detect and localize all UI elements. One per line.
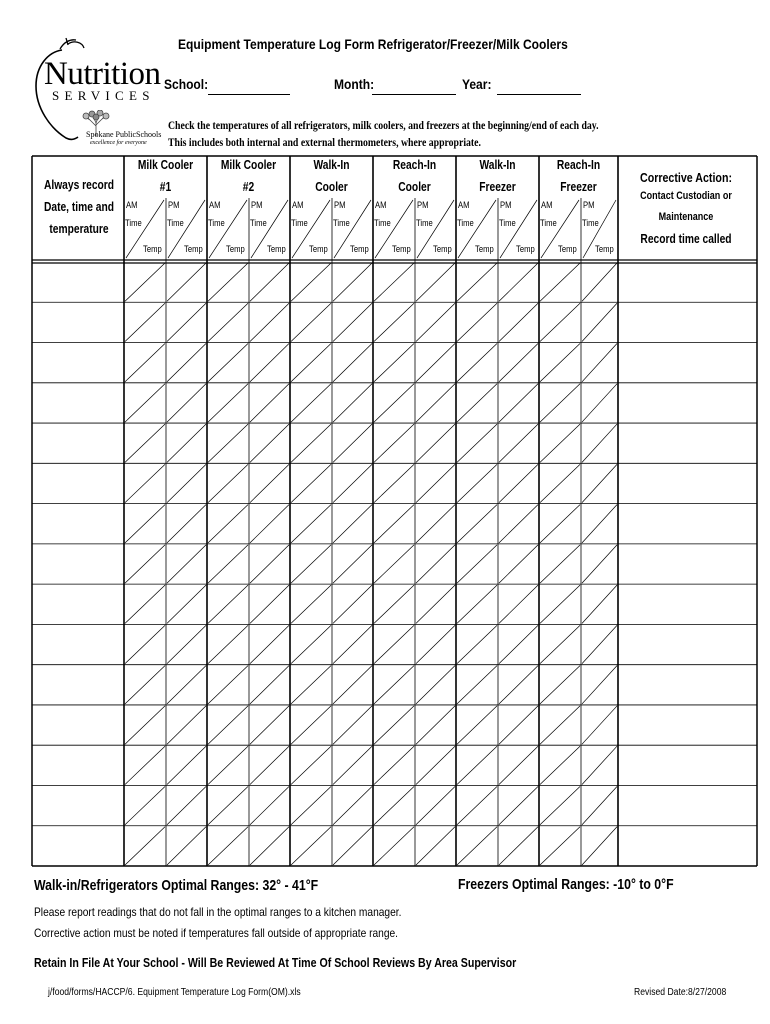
temperature-entry-cell[interactable] bbox=[332, 302, 373, 342]
temperature-entry-cell[interactable] bbox=[332, 665, 373, 705]
temperature-entry-cell[interactable] bbox=[415, 383, 456, 423]
pm-label: PM bbox=[583, 200, 595, 210]
log-row bbox=[32, 785, 757, 825]
temperature-entry-cell[interactable] bbox=[498, 745, 539, 785]
temp-label: Temp bbox=[184, 244, 203, 254]
temperature-entry-cell[interactable] bbox=[124, 745, 166, 785]
report-note: Please report readings that do not fall in the optimal ranges to a kitchen manager. bbox=[34, 905, 402, 919]
temp-label: Temp bbox=[267, 244, 286, 254]
log-row bbox=[32, 745, 757, 785]
temperature-entry-cell[interactable] bbox=[332, 544, 373, 584]
temperature-entry-cell[interactable] bbox=[498, 826, 539, 866]
logo-subtitle: SERVICES bbox=[52, 88, 155, 103]
date-time-cell[interactable] bbox=[32, 262, 124, 302]
temperature-entry-cell[interactable] bbox=[290, 705, 332, 745]
temperature-entry-cell[interactable] bbox=[415, 785, 456, 825]
temperature-entry-cell[interactable] bbox=[124, 544, 166, 584]
date-time-cell[interactable] bbox=[32, 785, 124, 825]
equipment-number-4: Cooler bbox=[398, 180, 431, 194]
temperature-entry-cell[interactable] bbox=[332, 343, 373, 383]
temperature-entry-cell[interactable] bbox=[456, 745, 498, 785]
date-time-cell[interactable] bbox=[32, 423, 124, 463]
temperature-entry-cell[interactable] bbox=[456, 463, 498, 503]
school-label: School: bbox=[164, 76, 209, 92]
temperature-entry-cell[interactable] bbox=[290, 826, 332, 866]
temperature-entry-cell[interactable] bbox=[249, 705, 290, 745]
temperature-entry-cell[interactable] bbox=[373, 262, 415, 302]
equipment-name-6: Reach-In bbox=[556, 158, 601, 172]
temperature-entry-cell[interactable] bbox=[249, 262, 290, 302]
temperature-entry-cell[interactable] bbox=[373, 423, 415, 463]
temperature-entry-cell[interactable] bbox=[207, 504, 249, 544]
corrective-action-cell[interactable] bbox=[618, 624, 757, 664]
log-row bbox=[32, 544, 757, 584]
temperature-entry-cell[interactable] bbox=[373, 383, 415, 423]
temperature-entry-cell[interactable] bbox=[332, 745, 373, 785]
temperature-entry-cell[interactable] bbox=[124, 504, 166, 544]
temperature-entry-cell[interactable] bbox=[332, 423, 373, 463]
am-label: AM bbox=[209, 200, 221, 210]
am-label: AM bbox=[126, 200, 138, 210]
temperature-entry-cell[interactable] bbox=[581, 302, 618, 342]
temperature-entry-cell[interactable] bbox=[581, 624, 618, 664]
temperature-entry-cell[interactable] bbox=[415, 262, 456, 302]
log-row bbox=[32, 423, 757, 463]
temperature-entry-cell[interactable] bbox=[290, 262, 332, 302]
temp-label: Temp bbox=[433, 244, 452, 254]
temperature-entry-cell[interactable] bbox=[456, 826, 498, 866]
time-label: Time bbox=[250, 218, 267, 228]
walkin-optimal-range: Walk-in/Refrigerators Optimal Ranges: 32° - 41°F bbox=[34, 877, 319, 894]
temperature-entry-cell[interactable] bbox=[456, 705, 498, 745]
temperature-entry-cell[interactable] bbox=[166, 624, 207, 664]
temperature-entry-cell[interactable] bbox=[249, 826, 290, 866]
corrective-action-line-2: Contact Custodian or bbox=[640, 190, 732, 202]
temperature-entry-cell[interactable] bbox=[498, 262, 539, 302]
temperature-entry-cell[interactable] bbox=[166, 302, 207, 342]
temperature-entry-cell[interactable] bbox=[290, 745, 332, 785]
time-label: Time bbox=[167, 218, 184, 228]
district-name: Spokane PublicSchools bbox=[86, 130, 162, 139]
time-label: Time bbox=[208, 218, 225, 228]
temperature-entry-cell[interactable] bbox=[332, 826, 373, 866]
temperature-entry-cell[interactable] bbox=[124, 302, 166, 342]
temperature-entry-cell[interactable] bbox=[415, 343, 456, 383]
temperature-entry-cell[interactable] bbox=[124, 705, 166, 745]
corrective-action-cell[interactable] bbox=[618, 343, 757, 383]
month-label: Month: bbox=[334, 76, 375, 92]
time-label: Time bbox=[540, 218, 557, 228]
temperature-entry-cell[interactable] bbox=[373, 544, 415, 584]
temperature-entry-cell[interactable] bbox=[166, 665, 207, 705]
temperature-entry-cell[interactable] bbox=[207, 302, 249, 342]
temperature-entry-cell[interactable] bbox=[415, 705, 456, 745]
pm-label: PM bbox=[500, 200, 512, 210]
temperature-entry-cell[interactable] bbox=[415, 302, 456, 342]
temperature-entry-cell[interactable] bbox=[124, 463, 166, 503]
am-label: AM bbox=[541, 200, 553, 210]
temperature-entry-cell[interactable] bbox=[498, 463, 539, 503]
temp-label: Temp bbox=[143, 244, 162, 254]
temperature-entry-cell[interactable] bbox=[373, 624, 415, 664]
temperature-entry-cell[interactable] bbox=[249, 423, 290, 463]
temperature-entry-cell[interactable] bbox=[166, 826, 207, 866]
temperature-entry-cell[interactable] bbox=[166, 544, 207, 584]
temperature-entry-cell[interactable] bbox=[415, 544, 456, 584]
temperature-entry-cell[interactable] bbox=[415, 624, 456, 664]
year-label: Year: bbox=[462, 76, 492, 92]
corrective-action-cell[interactable] bbox=[618, 423, 757, 463]
temperature-entry-cell[interactable] bbox=[498, 383, 539, 423]
temperature-entry-cell[interactable] bbox=[539, 624, 581, 664]
temperature-entry-cell[interactable] bbox=[166, 262, 207, 302]
temperature-entry-cell[interactable] bbox=[498, 302, 539, 342]
temperature-entry-cell[interactable] bbox=[456, 624, 498, 664]
temperature-entry-cell[interactable] bbox=[498, 584, 539, 624]
temperature-entry-cell[interactable] bbox=[290, 665, 332, 705]
temperature-entry-cell[interactable] bbox=[166, 584, 207, 624]
retain-note: Retain In File At Your School - Will Be Reviewed At Time Of School Reviews By Area Supervisor bbox=[34, 956, 517, 970]
temperature-entry-cell[interactable] bbox=[581, 544, 618, 584]
temperature-entry-cell[interactable] bbox=[415, 826, 456, 866]
corrective-action-cell[interactable] bbox=[618, 383, 757, 423]
temperature-entry-cell[interactable] bbox=[581, 423, 618, 463]
temp-label: Temp bbox=[595, 244, 614, 254]
log-row bbox=[32, 584, 757, 624]
temperature-entry-cell[interactable] bbox=[124, 624, 166, 664]
logo-wordmark: Nutrition bbox=[44, 56, 161, 92]
temperature-entry-cell[interactable] bbox=[539, 584, 581, 624]
temperature-entry-cell[interactable] bbox=[581, 745, 618, 785]
temperature-entry-cell[interactable] bbox=[581, 665, 618, 705]
pm-label: PM bbox=[251, 200, 263, 210]
equipment-number-5: Freezer bbox=[479, 180, 516, 194]
corrective-action-cell[interactable] bbox=[618, 785, 757, 825]
temperature-entry-cell[interactable] bbox=[373, 463, 415, 503]
temperature-entry-cell[interactable] bbox=[207, 423, 249, 463]
temperature-entry-cell[interactable] bbox=[166, 383, 207, 423]
temperature-entry-cell[interactable] bbox=[332, 785, 373, 825]
first-col-label-1: Always record bbox=[43, 178, 115, 192]
temperature-entry-cell[interactable] bbox=[290, 504, 332, 544]
temperature-entry-cell[interactable] bbox=[124, 383, 166, 423]
temperature-entry-cell[interactable] bbox=[539, 705, 581, 745]
temperature-entry-cell[interactable] bbox=[249, 665, 290, 705]
temperature-entry-cell[interactable] bbox=[290, 785, 332, 825]
date-time-cell[interactable] bbox=[32, 826, 124, 866]
temperature-entry-cell[interactable] bbox=[290, 584, 332, 624]
time-label: Time bbox=[499, 218, 516, 228]
date-time-cell[interactable] bbox=[32, 705, 124, 745]
pm-label: PM bbox=[334, 200, 346, 210]
log-row bbox=[32, 383, 757, 423]
first-col-label-3: temperature bbox=[49, 222, 109, 236]
freezer-optimal-range: Freezers Optimal Ranges: -10° to 0°F bbox=[458, 876, 674, 893]
temperature-entry-cell[interactable] bbox=[332, 624, 373, 664]
temperature-entry-cell[interactable] bbox=[249, 544, 290, 584]
log-row bbox=[32, 826, 757, 866]
temp-label: Temp bbox=[558, 244, 577, 254]
temperature-entry-cell[interactable] bbox=[539, 544, 581, 584]
temperature-entry-cell[interactable] bbox=[539, 463, 581, 503]
time-label: Time bbox=[374, 218, 391, 228]
corrective-action-heading: Corrective Action: bbox=[639, 170, 733, 185]
equipment-name-3: Walk-In bbox=[313, 158, 350, 172]
temperature-entry-cell[interactable] bbox=[207, 262, 249, 302]
pm-label: PM bbox=[417, 200, 429, 210]
log-row bbox=[32, 504, 757, 544]
log-row bbox=[32, 463, 757, 503]
temperature-entry-cell[interactable] bbox=[415, 423, 456, 463]
am-label: AM bbox=[375, 200, 387, 210]
log-row bbox=[32, 624, 757, 664]
log-row bbox=[32, 343, 757, 383]
corrective-action-cell[interactable] bbox=[618, 745, 757, 785]
temperature-entry-cell[interactable] bbox=[207, 705, 249, 745]
temperature-entry-cell[interactable] bbox=[581, 463, 618, 503]
temperature-entry-cell[interactable] bbox=[207, 745, 249, 785]
corrective-note: Corrective action must be noted if temperatures fall outside of appropriate range. bbox=[34, 926, 398, 940]
temperature-entry-cell[interactable] bbox=[539, 785, 581, 825]
temperature-entry-cell[interactable] bbox=[290, 383, 332, 423]
corrective-action-cell[interactable] bbox=[618, 584, 757, 624]
temperature-entry-cell[interactable] bbox=[539, 504, 581, 544]
equipment-name-2: Milk Cooler bbox=[220, 158, 277, 172]
temperature-entry-cell[interactable] bbox=[581, 705, 618, 745]
temperature-entry-cell[interactable] bbox=[581, 785, 618, 825]
temperature-entry-cell[interactable] bbox=[373, 745, 415, 785]
equipment-number-2: #2 bbox=[242, 180, 255, 194]
log-row bbox=[32, 262, 757, 302]
temperature-entry-cell[interactable] bbox=[581, 383, 618, 423]
date-time-cell[interactable] bbox=[32, 624, 124, 664]
corrective-action-cell[interactable] bbox=[618, 544, 757, 584]
temperature-entry-cell[interactable] bbox=[207, 826, 249, 866]
temp-label: Temp bbox=[226, 244, 245, 254]
corrective-action-cell[interactable] bbox=[618, 705, 757, 745]
temperature-entry-cell[interactable] bbox=[581, 262, 618, 302]
temperature-entry-cell[interactable] bbox=[373, 785, 415, 825]
temperature-entry-cell[interactable] bbox=[207, 584, 249, 624]
temperature-entry-cell[interactable] bbox=[456, 665, 498, 705]
temperature-entry-cell[interactable] bbox=[166, 463, 207, 503]
temperature-entry-cell[interactable] bbox=[373, 705, 415, 745]
date-time-cell[interactable] bbox=[32, 584, 124, 624]
temperature-entry-cell[interactable] bbox=[456, 383, 498, 423]
temperature-entry-cell[interactable] bbox=[124, 423, 166, 463]
temperature-entry-cell[interactable] bbox=[373, 302, 415, 342]
time-label: Time bbox=[416, 218, 433, 228]
temperature-entry-cell[interactable] bbox=[539, 262, 581, 302]
temperature-entry-cell[interactable] bbox=[415, 745, 456, 785]
temp-label: Temp bbox=[392, 244, 411, 254]
date-time-cell[interactable] bbox=[32, 383, 124, 423]
log-row bbox=[32, 665, 757, 705]
temperature-entry-cell[interactable] bbox=[207, 463, 249, 503]
temperature-entry-cell[interactable] bbox=[124, 826, 166, 866]
temperature-entry-cell[interactable] bbox=[539, 665, 581, 705]
temperature-entry-cell[interactable] bbox=[415, 584, 456, 624]
temperature-entry-cell[interactable] bbox=[581, 826, 618, 866]
temperature-entry-cell[interactable] bbox=[290, 624, 332, 664]
temperature-entry-cell[interactable] bbox=[124, 343, 166, 383]
first-col-label-2: Date, time and bbox=[43, 200, 115, 214]
temperature-entry-cell[interactable] bbox=[456, 785, 498, 825]
temperature-entry-cell[interactable] bbox=[332, 584, 373, 624]
corrective-action-cell[interactable] bbox=[618, 302, 757, 342]
temperature-entry-cell[interactable] bbox=[290, 463, 332, 503]
temperature-entry-cell[interactable] bbox=[498, 705, 539, 745]
am-label: AM bbox=[292, 200, 304, 210]
time-label: Time bbox=[457, 218, 474, 228]
temperature-entry-cell[interactable] bbox=[166, 504, 207, 544]
am-label: AM bbox=[458, 200, 470, 210]
temperature-entry-cell[interactable] bbox=[456, 584, 498, 624]
temperature-entry-cell[interactable] bbox=[166, 785, 207, 825]
temperature-entry-cell[interactable] bbox=[207, 544, 249, 584]
temperature-entry-cell[interactable] bbox=[332, 463, 373, 503]
log-row bbox=[32, 302, 757, 342]
temperature-entry-cell[interactable] bbox=[124, 665, 166, 705]
temperature-entry-cell[interactable] bbox=[249, 624, 290, 664]
corrective-action-cell[interactable] bbox=[618, 665, 757, 705]
corrective-action-cell[interactable] bbox=[618, 463, 757, 503]
instructions-line-1: Check the temperatures of all refrigerators, milk coolers, and freezers at the beginning/end of each day. bbox=[168, 120, 599, 132]
temperature-entry-cell[interactable] bbox=[166, 745, 207, 785]
temperature-entry-cell[interactable] bbox=[539, 826, 581, 866]
temperature-entry-cell[interactable] bbox=[249, 302, 290, 342]
temperature-entry-cell[interactable] bbox=[249, 745, 290, 785]
temp-label: Temp bbox=[309, 244, 328, 254]
corrective-action-cell[interactable] bbox=[618, 826, 757, 866]
time-label: Time bbox=[291, 218, 308, 228]
equipment-name-4: Reach-In bbox=[392, 158, 437, 172]
temperature-entry-cell[interactable] bbox=[539, 302, 581, 342]
temperature-entry-cell[interactable] bbox=[456, 423, 498, 463]
temperature-entry-cell[interactable] bbox=[456, 504, 498, 544]
temperature-entry-cell[interactable] bbox=[498, 343, 539, 383]
temperature-entry-cell[interactable] bbox=[290, 544, 332, 584]
temperature-entry-cell[interactable] bbox=[332, 504, 373, 544]
date-time-cell[interactable] bbox=[32, 343, 124, 383]
temperature-entry-cell[interactable] bbox=[166, 343, 207, 383]
date-time-cell[interactable] bbox=[32, 665, 124, 705]
temperature-entry-cell[interactable] bbox=[290, 343, 332, 383]
corrective-action-line-4: Record time called bbox=[640, 232, 732, 246]
temperature-entry-cell[interactable] bbox=[249, 785, 290, 825]
time-label: Time bbox=[333, 218, 350, 228]
date-time-cell[interactable] bbox=[32, 504, 124, 544]
temperature-entry-cell[interactable] bbox=[539, 745, 581, 785]
equipment-name-1: Milk Cooler bbox=[137, 158, 194, 172]
temperature-entry-cell[interactable] bbox=[290, 423, 332, 463]
pm-label: PM bbox=[168, 200, 180, 210]
temperature-entry-cell[interactable] bbox=[539, 383, 581, 423]
date-time-cell[interactable] bbox=[32, 302, 124, 342]
temperature-entry-cell[interactable] bbox=[249, 463, 290, 503]
corrective-action-cell[interactable] bbox=[618, 504, 757, 544]
temperature-entry-cell[interactable] bbox=[498, 624, 539, 664]
file-path: j/food/forms/HACCP/6. Equipment Temperature Log Form(OM).xls bbox=[48, 987, 301, 998]
temperature-entry-cell[interactable] bbox=[539, 343, 581, 383]
temperature-entry-cell[interactable] bbox=[581, 343, 618, 383]
log-row bbox=[32, 705, 757, 745]
temperature-entry-cell[interactable] bbox=[166, 423, 207, 463]
equipment-name-5: Walk-In bbox=[479, 158, 516, 172]
date-time-cell[interactable] bbox=[32, 544, 124, 584]
temperature-entry-cell[interactable] bbox=[249, 383, 290, 423]
corrective-action-line-3: Maintenance bbox=[658, 211, 714, 223]
temperature-entry-cell[interactable] bbox=[373, 826, 415, 866]
temperature-entry-cell[interactable] bbox=[415, 504, 456, 544]
revised-date: Revised Date:8/27/2008 bbox=[634, 987, 727, 998]
temp-label: Temp bbox=[475, 244, 494, 254]
corrective-action-cell[interactable] bbox=[618, 262, 757, 302]
temperature-entry-cell[interactable] bbox=[498, 665, 539, 705]
temperature-entry-cell[interactable] bbox=[207, 785, 249, 825]
temperature-entry-cell[interactable] bbox=[207, 624, 249, 664]
form-title: Equipment Temperature Log Form Refrigerator/Freezer/Milk Coolers bbox=[178, 36, 568, 52]
time-label: Time bbox=[125, 218, 142, 228]
temperature-entry-cell[interactable] bbox=[373, 665, 415, 705]
district-tagline: excellence for everyone bbox=[90, 140, 147, 146]
date-time-cell[interactable] bbox=[32, 745, 124, 785]
temperature-entry-cell[interactable] bbox=[124, 584, 166, 624]
temperature-entry-cell[interactable] bbox=[332, 383, 373, 423]
temperature-entry-cell[interactable] bbox=[207, 383, 249, 423]
temperature-entry-cell[interactable] bbox=[498, 423, 539, 463]
temperature-entry-cell[interactable] bbox=[290, 302, 332, 342]
temperature-entry-cell[interactable] bbox=[207, 343, 249, 383]
temperature-entry-cell[interactable] bbox=[249, 584, 290, 624]
temperature-entry-cell[interactable] bbox=[498, 785, 539, 825]
temperature-entry-cell[interactable] bbox=[373, 584, 415, 624]
temperature-entry-cell[interactable] bbox=[415, 463, 456, 503]
temperature-entry-cell[interactable] bbox=[456, 544, 498, 584]
instructions-line-2: This includes both internal and external thermometers, where appropriate. bbox=[168, 137, 481, 149]
temperature-entry-cell[interactable] bbox=[539, 423, 581, 463]
equipment-number-6: Freezer bbox=[560, 180, 597, 194]
temperature-entry-cell[interactable] bbox=[207, 665, 249, 705]
temperature-entry-cell[interactable] bbox=[166, 705, 207, 745]
temperature-entry-cell[interactable] bbox=[332, 262, 373, 302]
temperature-entry-cell[interactable] bbox=[249, 504, 290, 544]
temperature-entry-cell[interactable] bbox=[581, 584, 618, 624]
temperature-entry-cell[interactable] bbox=[249, 343, 290, 383]
temperature-entry-cell[interactable] bbox=[332, 705, 373, 745]
temperature-entry-cell[interactable] bbox=[581, 504, 618, 544]
temperature-entry-cell[interactable] bbox=[373, 504, 415, 544]
temperature-entry-cell[interactable] bbox=[415, 665, 456, 705]
temperature-entry-cell[interactable] bbox=[498, 544, 539, 584]
time-label: Time bbox=[582, 218, 599, 228]
equipment-number-3: Cooler bbox=[315, 180, 348, 194]
equipment-number-1: #1 bbox=[159, 180, 172, 194]
date-time-cell[interactable] bbox=[32, 463, 124, 503]
temperature-entry-cell[interactable] bbox=[124, 262, 166, 302]
temperature-entry-cell[interactable] bbox=[498, 504, 539, 544]
temp-label: Temp bbox=[516, 244, 535, 254]
temperature-entry-cell[interactable] bbox=[456, 302, 498, 342]
temperature-entry-cell[interactable] bbox=[124, 785, 166, 825]
temperature-entry-cell[interactable] bbox=[373, 343, 415, 383]
temperature-entry-cell[interactable] bbox=[456, 343, 498, 383]
temperature-entry-cell[interactable] bbox=[456, 262, 498, 302]
temp-label: Temp bbox=[350, 244, 369, 254]
